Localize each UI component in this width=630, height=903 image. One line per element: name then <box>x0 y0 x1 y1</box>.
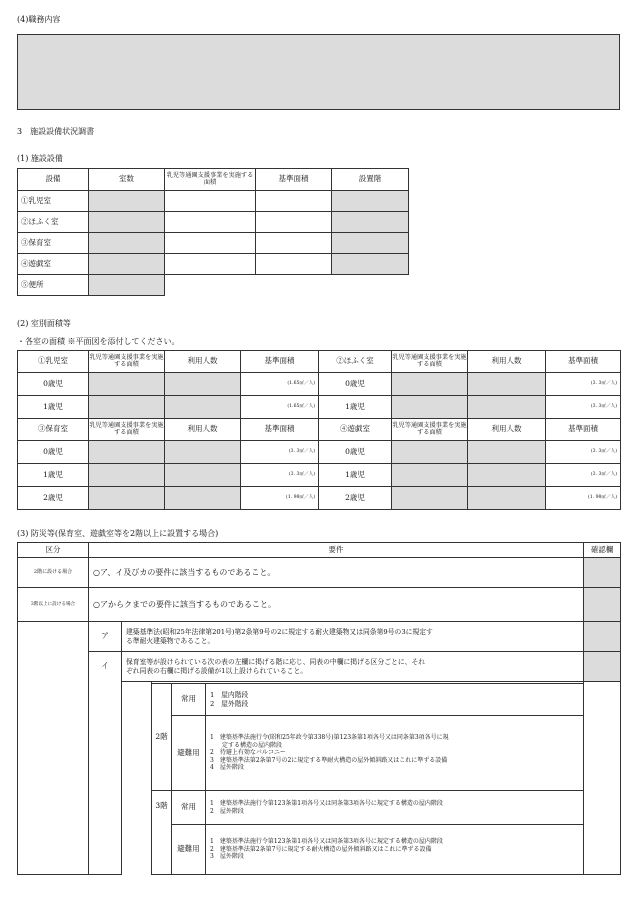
std-value: (1. 98㎡／人) <box>546 487 621 510</box>
cell-input[interactable] <box>256 254 332 275</box>
play-title: ④遊戯室 <box>319 419 392 441</box>
rooms-heading: (2) 室別面積等 <box>17 319 71 328</box>
req-a-line2: る準耐火建築物であること。 <box>126 636 215 645</box>
row-label: ③保育室 <box>18 233 89 254</box>
regular-label: 常用 <box>172 684 206 716</box>
cell-input[interactable] <box>165 441 241 464</box>
std-value: (3. 3㎡／人) <box>546 464 621 487</box>
cell-input[interactable] <box>89 373 165 396</box>
std-value: (3. 3㎡／人) <box>546 441 621 464</box>
crawl-title: ②ほふく室 <box>319 351 392 373</box>
col-std: 基準面積 <box>546 419 621 441</box>
evac-label: 避難用 <box>172 716 206 791</box>
row2-req: ○ア、イ及びカの要件に該当するものであること。 <box>89 558 584 588</box>
cell-input[interactable] <box>89 191 165 212</box>
check-cell[interactable] <box>584 622 621 652</box>
cell-input[interactable] <box>89 212 165 233</box>
col-users: 利用人数 <box>468 351 546 373</box>
f3-evac-item: 1 建築基準法施行令第123条第1項各号又は同条第3項各号に規定する構造の屋内階段 <box>210 838 443 846</box>
duties-heading: (4)職務内容 <box>17 15 61 24</box>
floor3-label: 3階 <box>152 791 172 875</box>
f3-regular-item: 1 建築基準法施行令第123条第1項各号又は同条第3項各号に規定する構造の屋内階段 <box>210 800 443 807</box>
row3-req: ○アからクまでの要件に該当するものであること。 <box>89 588 584 622</box>
cell-input[interactable] <box>89 275 165 296</box>
f3-regular-item: 2 屋外階段 <box>210 807 244 815</box>
f2-evac-item: 2 待避上有効なバルコニー <box>210 749 286 757</box>
req-a-line1: 建築基準法(昭和25年法律第201号)第2条第9号の2に規定する耐火建築物又は同条第9号の3に規定す <box>126 628 433 637</box>
std-value: (1. 98㎡／人) <box>241 487 319 510</box>
age-label: 0歳児 <box>18 441 89 464</box>
col-equipment: 設備 <box>18 169 89 191</box>
col-room-count: 室数 <box>89 169 165 191</box>
cell-input[interactable] <box>468 441 546 464</box>
f3-evac-item: 3 屋外階段 <box>210 853 244 861</box>
col-users: 利用人数 <box>468 419 546 441</box>
f2-regular-item: 1 屋内階段 <box>210 691 249 700</box>
std-value: (3. 3㎡／人) <box>546 373 621 396</box>
age-label: 0歳児 <box>319 373 392 396</box>
row3-label: 3階以上に設ける場合 <box>18 588 89 622</box>
f2-evac-item: 3 建築基準法第2条第7号の2に規定する準耐火構造の屋外傾斜路又はこれに準ずる設備 <box>210 756 448 764</box>
disaster-heading: (3) 防災等(保育室、遊戯室等を2階以上に設置する場合) <box>17 529 219 538</box>
col-std: 基準面積 <box>546 351 621 373</box>
age-label: 1歳児 <box>18 464 89 487</box>
cell-input[interactable] <box>332 191 409 212</box>
req-i-line1: 保育室等が設けられている次の表の左欄に掲げる階に応じ、同表の中欄に掲げる区分ごとに、それ <box>126 658 426 667</box>
regular-label: 常用 <box>172 791 206 825</box>
col-std-area: 基準面積 <box>256 169 332 191</box>
cell-input[interactable] <box>89 464 165 487</box>
col-area: 乳児等通園支援事業を実施する面積 <box>392 351 468 373</box>
age-label: 2歳児 <box>319 487 392 510</box>
age-label: 1歳児 <box>18 396 89 419</box>
age-label: 2歳児 <box>18 487 89 510</box>
age-label: 0歳児 <box>319 441 392 464</box>
floor2-label: 2階 <box>152 684 172 791</box>
col-std: 基準面積 <box>241 351 319 373</box>
cell-input[interactable] <box>468 464 546 487</box>
col-area: 乳児等通園支援事業を実施する面積 <box>165 169 256 191</box>
cell-input[interactable] <box>332 233 409 254</box>
row2-label: 2階に設ける場合 <box>18 558 89 588</box>
cell-input[interactable] <box>256 233 332 254</box>
cell-input[interactable] <box>89 396 165 419</box>
age-label: 1歳児 <box>319 396 392 419</box>
cell-input[interactable] <box>165 233 256 254</box>
cell-input[interactable] <box>89 441 165 464</box>
col-std: 基準面積 <box>241 419 319 441</box>
cell-input[interactable] <box>392 396 468 419</box>
row-label: ②ほふく室 <box>18 212 89 233</box>
cell-input[interactable] <box>165 212 256 233</box>
cell-input[interactable] <box>256 212 332 233</box>
col-area: 乳児等通園支援事業を実施する面積 <box>392 419 468 441</box>
disaster-table <box>17 542 621 875</box>
age-label: 0歳児 <box>18 373 89 396</box>
col-req: 要件 <box>89 543 584 558</box>
std-value: (1.65㎡／人) <box>241 373 319 396</box>
rooms-table <box>17 350 621 510</box>
col-check: 確認欄 <box>584 543 621 558</box>
std-value: (3. 3㎡／人) <box>241 464 319 487</box>
row-label: ④遊戯室 <box>18 254 89 275</box>
col-class: 区分 <box>18 543 89 558</box>
infant-title: ①乳児室 <box>18 351 89 373</box>
cell-input[interactable] <box>332 212 409 233</box>
f2-evac-item: 1 建築基準法施行令(昭和25年政令第338号)第123条第1項各号又は同条第3項各号に規 <box>210 734 449 742</box>
col-floor: 設置階 <box>332 169 409 191</box>
cell-input[interactable] <box>165 464 241 487</box>
cell-input[interactable] <box>89 254 165 275</box>
cell-input[interactable] <box>165 487 241 510</box>
std-value: (3. 3㎡／人) <box>241 441 319 464</box>
age-label: 1歳児 <box>319 464 392 487</box>
col-users: 利用人数 <box>165 351 241 373</box>
req-i-line2: ぞれ同表の右欄に掲げる設備が1以上設けられていること。 <box>126 666 308 675</box>
f2-evac-item: 定する構造の屋内階段 <box>210 741 283 749</box>
mark-i: イ <box>89 652 122 875</box>
cell-input[interactable] <box>468 396 546 419</box>
cell-input[interactable] <box>256 191 332 212</box>
cell-input[interactable] <box>392 373 468 396</box>
duties-input[interactable] <box>17 34 620 110</box>
cell-input[interactable] <box>468 487 546 510</box>
cell-input[interactable] <box>392 487 468 510</box>
check-cell[interactable] <box>584 558 621 588</box>
cell-input[interactable] <box>392 464 468 487</box>
std-value: (1.65㎡／人) <box>241 396 319 419</box>
check-cell[interactable] <box>584 588 621 622</box>
cell-input[interactable] <box>165 254 256 275</box>
cell-input[interactable] <box>332 254 409 275</box>
col-area: 乳児等通園支援事業を実施する面積 <box>89 419 165 441</box>
check-cell[interactable] <box>584 652 621 682</box>
cell-input[interactable] <box>468 373 546 396</box>
facilities-table <box>17 168 409 296</box>
f2-evac-item: 4 屋外階段 <box>210 764 244 772</box>
cell-input[interactable] <box>165 191 256 212</box>
nursery-title: ③保育室 <box>18 419 89 441</box>
facilities-heading: (1) 施設設備 <box>17 154 63 163</box>
col-area: 乳児等通園支援事業を実施する面積 <box>89 351 165 373</box>
rooms-note: ・各室の面積 ※平面図を添付してください。 <box>17 337 180 346</box>
cell-input[interactable] <box>89 487 165 510</box>
mark-a: ア <box>89 622 122 652</box>
survey-heading: 3 施設設備状況調書 <box>17 127 95 136</box>
cell-input[interactable] <box>165 396 241 419</box>
f3-evac-item: 2 建築基準法第2条第7号に規定する耐火構造の屋外傾斜路又はこれに準ずる設備 <box>210 845 432 853</box>
f2-regular-item: 2 屋外階段 <box>210 699 249 708</box>
cell-input[interactable] <box>165 373 241 396</box>
cell-input[interactable] <box>392 441 468 464</box>
evac-label: 避難用 <box>172 825 206 875</box>
cell-input[interactable] <box>89 233 165 254</box>
std-value: (3. 3㎡／人) <box>546 396 621 419</box>
row-label: ①乳児室 <box>18 191 89 212</box>
row-label: ⑤便所 <box>18 275 89 296</box>
col-users: 利用人数 <box>165 419 241 441</box>
